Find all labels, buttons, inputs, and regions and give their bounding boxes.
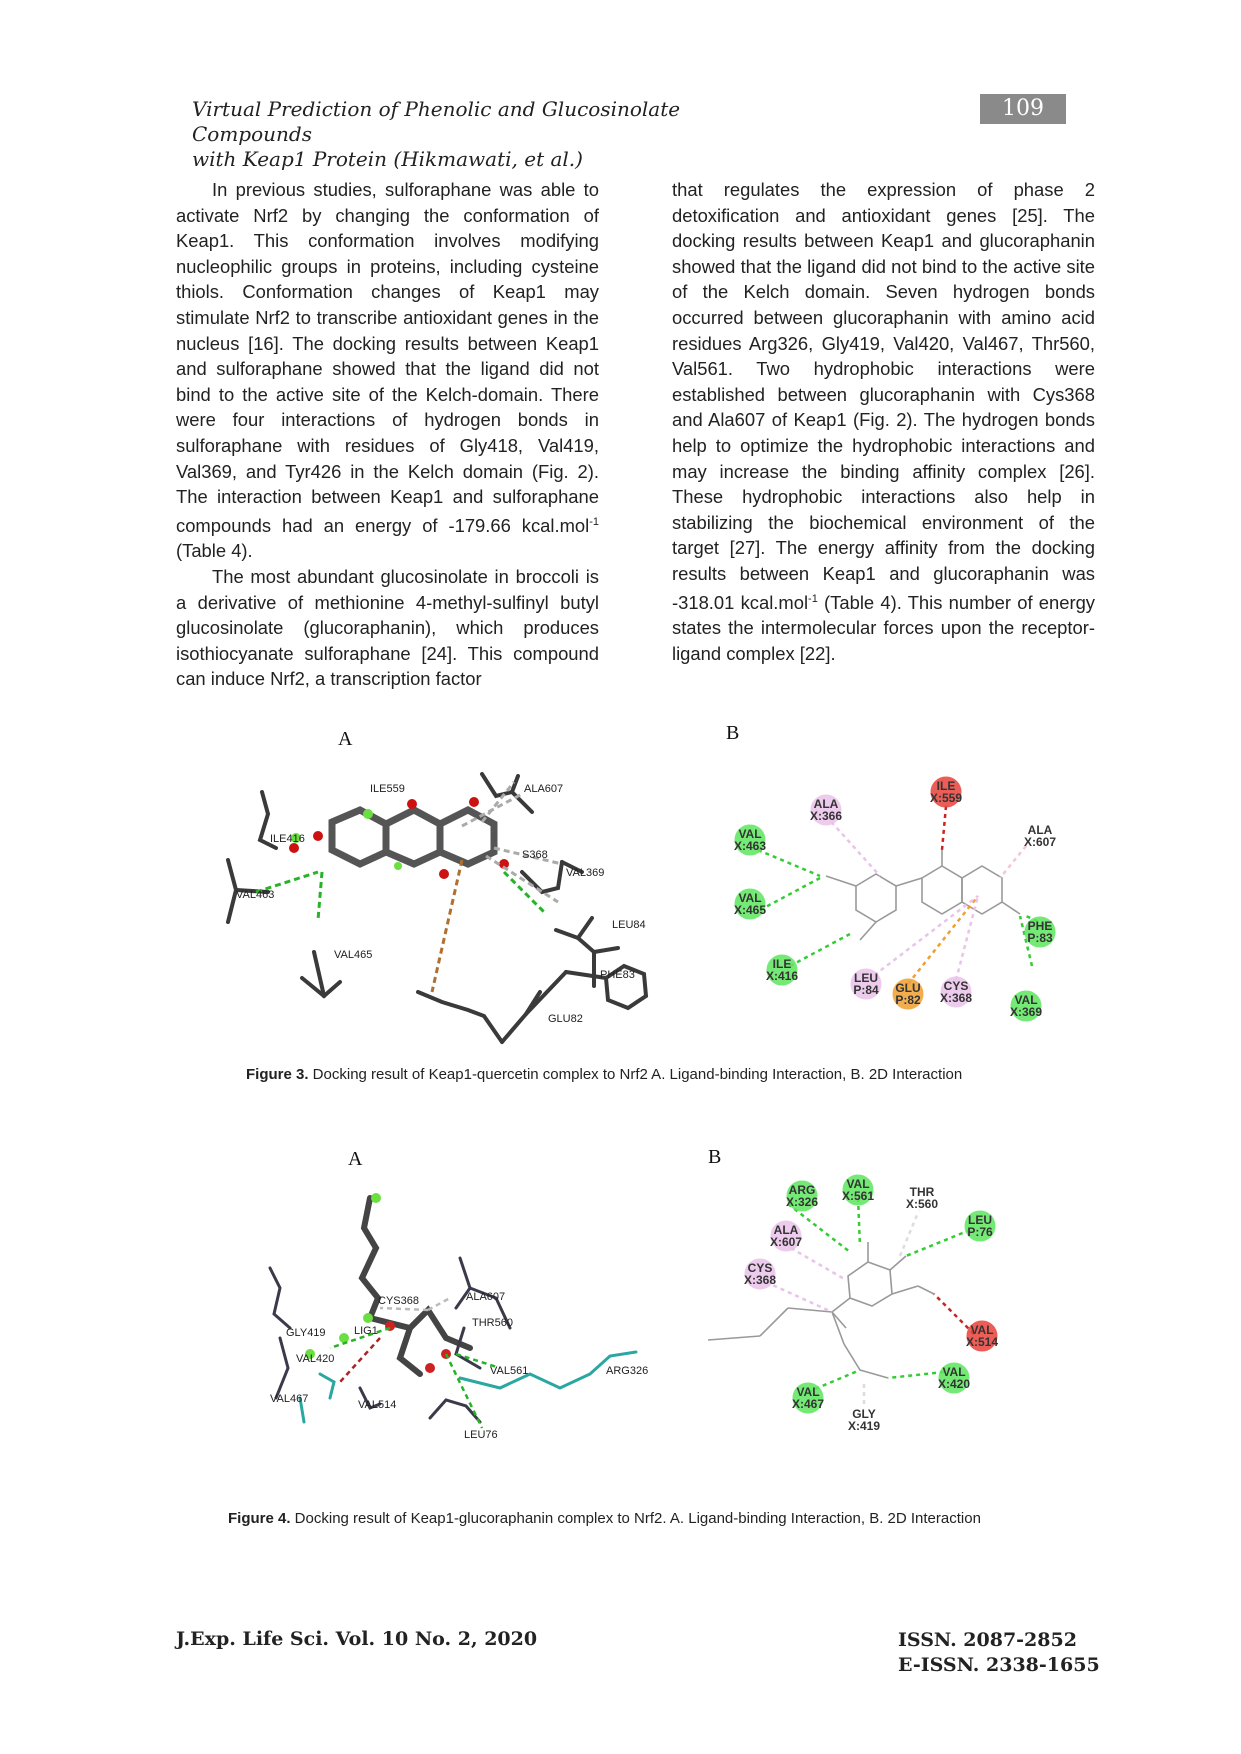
fig3-a-label-0: ILE559 [370,783,405,795]
running-header [192,97,792,172]
fig4-a-label-3: GLY419 [286,1327,326,1339]
fig3-a-label-3: S368 [522,849,548,861]
right-paragraph-1 [672,177,1095,666]
fig3-b-res8-id: X:368 [939,991,973,1005]
fig4-a-label-10: LEU76 [464,1429,498,1438]
fig3-b-res7-code: GLU [895,981,921,995]
fig3-b-res10-id: X:369 [1009,1005,1043,1019]
fig4-label-b: B [708,1146,722,1168]
fig3-b-res0-id: X:559 [929,791,963,805]
left-paragraph-1-sup: -1 [589,515,599,528]
fig3-b-res3-code: ALA [1027,823,1053,837]
fig4-b-res2-id: X:560 [905,1197,939,1211]
fig3-b-res9-id: P:83 [1027,931,1053,945]
fig3-a-label-4: VAL369 [566,867,605,879]
fig4-a-label-0: CYS368 [378,1295,419,1307]
left-paragraph-1 [176,177,599,564]
fig4-panel-a-3d-interaction [260,1178,680,1438]
fig4-b-res0-code: ARG [788,1183,816,1197]
fig4-b-res0-id: X:326 [785,1195,819,1209]
fig4-b-res3-code: LEU [968,1213,992,1227]
fig3-b-res2-id: X:463 [733,839,767,853]
fig3-b-res10-code: VAL [1014,993,1038,1007]
fig4-caption-label: Figure 4. [228,1510,291,1527]
fig4-b-res9-code: GLY [852,1407,876,1421]
fig3-panel-b-2d-interaction [730,770,1060,1030]
footer-journal: J.Exp. Life Sci. Vol. 10 No. 2, 2020 [176,1628,538,1650]
fig3-b-res9-code: PHE [1027,919,1053,933]
fig3-b-res4-code: VAL [738,891,762,905]
fig4-b-res9-id: X:419 [847,1419,881,1433]
footer-issn: ISSN. 2087-2852 [898,1629,1077,1651]
fig3-caption-text: Docking result of Keap1-quercetin complex to Nrf2 A. Ligand-binding Interaction, B. 2D Interaction [308,1066,963,1083]
fig4-a-label-6: VAL561 [490,1365,529,1377]
fig4-a-label-7: ARG326 [606,1365,649,1377]
fig3-b-res3-id: X:607 [1023,835,1057,849]
fig4-caption-text: Docking result of Keap1-glucoraphanin complex to Nrf2. A. Ligand-binding Interaction, B. 2D Interaction [290,1510,981,1527]
fig3-b-res6-code: LEU [854,971,878,985]
fig3-b-res8-code: CYS [943,979,969,993]
page-number: 109 [980,94,1066,124]
left-column [176,177,599,692]
fig4-b-res6-code: VAL [970,1323,994,1337]
fig4-a-label-8: VAL467 [270,1393,309,1405]
fig3-a-label-7: VAL465 [334,949,373,961]
left-paragraph-1-tail: (Table 4). [176,540,253,562]
fig3-label-a: A [338,728,353,750]
fig3-a-label-5: VAL463 [236,889,275,901]
fig3-b-res1-code: ALA [813,797,839,811]
running-header-line1: Virtual Prediction of Phenolic and Glucosinolate Compounds [192,97,681,146]
fig3-b-res6-id: P:84 [853,983,879,997]
fig3-a-label-2: ILE416 [270,833,305,845]
fig3-b-res7-id: P:82 [895,993,921,1007]
fig4-b-res5-id: X:368 [743,1273,777,1287]
left-paragraph-1-text: In previous studies, sulforaphane was able to activate Nrf2 by changing the conformation of Keap1. This conformation involves modifying nucleophilic groups in proteins, including cysteine thiols. Conformation changes of Keap1 may stimulate Nrf2 to transcribe antioxidant genes in the nucleus [16]. The docking results between Keap1 and sulforaphane showed that the ligand did not bind to the active site of the Kelch-domain. There were four interactions of hydrogen bonds in sulforaphane with residues of Gly418, Val419, Val369, and Tyr426 in the Kelch domain (Fig. 2). The interaction between Keap1 and sulforaphane compounds had an energy of -179.66 kcal.mol [176,179,599,536]
fig4-b-res3-id: P:76 [967,1225,993,1239]
fig3-label-b: B [726,722,740,744]
fig4-a-label-1: ALA607 [466,1291,506,1303]
fig3-a-label-1: ALA607 [524,783,564,795]
fig3-b-res1-id: X:366 [809,809,843,823]
fig4-label-a: A [348,1148,363,1170]
right-paragraph-1-tail: (Table 4). This number of energy states the intermolecular forces upon the receptor-ligand complex [22]. [672,591,1095,664]
fig4-a-label-4: LIG1 [354,1325,378,1337]
fig4-b-res2-code: THR [909,1185,935,1199]
footer-eissn: E-ISSN. 2338-1655 [898,1654,1100,1676]
fig4-b-res7-code: VAL [942,1365,966,1379]
fig3-caption [246,1066,962,1083]
fig4-b-res1-code: VAL [846,1177,870,1191]
right-paragraph-1-sup: -1 [808,592,818,605]
fig3-a-label-8: PHE83 [600,969,635,981]
footer-issn-block [898,1628,1100,1678]
fig4-b-res4-id: X:607 [769,1235,803,1249]
fig4-panel-b-2d-interaction [700,1156,1040,1446]
fig4-b-res7-id: X:420 [937,1377,971,1391]
fig4-a-label-2: THR560 [472,1317,513,1329]
fig4-b-res8-id: X:467 [791,1397,825,1411]
fig3-b-res5-code: ILE [772,957,792,971]
fig3-b-res4-id: X:465 [733,903,767,917]
right-column [672,177,1095,666]
right-paragraph-1-text: that regulates the expression of phase 2 detoxification and antioxidant genes [25]. The docking results between Keap1 and glucoraphanin showed that the ligand did not bind to the active site of the Kelch domain. Seven hydrogen bonds occurred between glucoraphanin with amino acid residues Arg326, Gly419, Val420, Val467, Thr560, Val561. Two hydrophobic interactions were established between glucoraphanin with Cys368 and Ala607 of Keap1 (Fig. 2). The hydrogen bonds help to optimize the hydrophobic interactions and may increase the binding affinity complex [26]. These hydrophobic interactions also help in stabilizing the biochemical environment of the target [27]. The energy affinity from the docking results between Keap1 and glucoraphanin was -318.01 kcal.mol [672,179,1095,613]
fig4-caption [228,1510,981,1527]
fig4-b-res1-id: X:561 [841,1189,875,1203]
fig3-b-res5-id: X:416 [765,969,799,983]
left-paragraph-2: The most abundant glucosinolate in broccoli is a derivative of methionine 4-methyl-sulfinyl butyl glucosinolate (glucoraphanin), which produces isothiocyanate sulforaphane [24]. This compound can induce Nrf2, a transcription factor [176,566,599,690]
fig4-b-res5-code: CYS [747,1261,773,1275]
fig3-caption-label: Figure 3. [246,1066,309,1083]
fig4-b-res4-code: ALA [773,1223,799,1237]
fig3-panel-a-3d-interaction [222,752,662,1052]
fig3-a-label-6: LEU84 [612,919,646,931]
fig4-b-res6-id: X:514 [965,1335,999,1349]
fig4-a-label-5: VAL420 [296,1353,335,1365]
running-header-line2: with Keap1 Protein (Hikmawati, et al.) [192,147,583,171]
fig3-b-res2-code: VAL [738,827,762,841]
fig4-b-res8-code: VAL [796,1385,820,1399]
fig3-b-res0-code: ILE [936,779,956,793]
fig4-a-label-9: VAL514 [358,1399,397,1411]
fig3-a-label-9: GLU82 [548,1013,583,1025]
